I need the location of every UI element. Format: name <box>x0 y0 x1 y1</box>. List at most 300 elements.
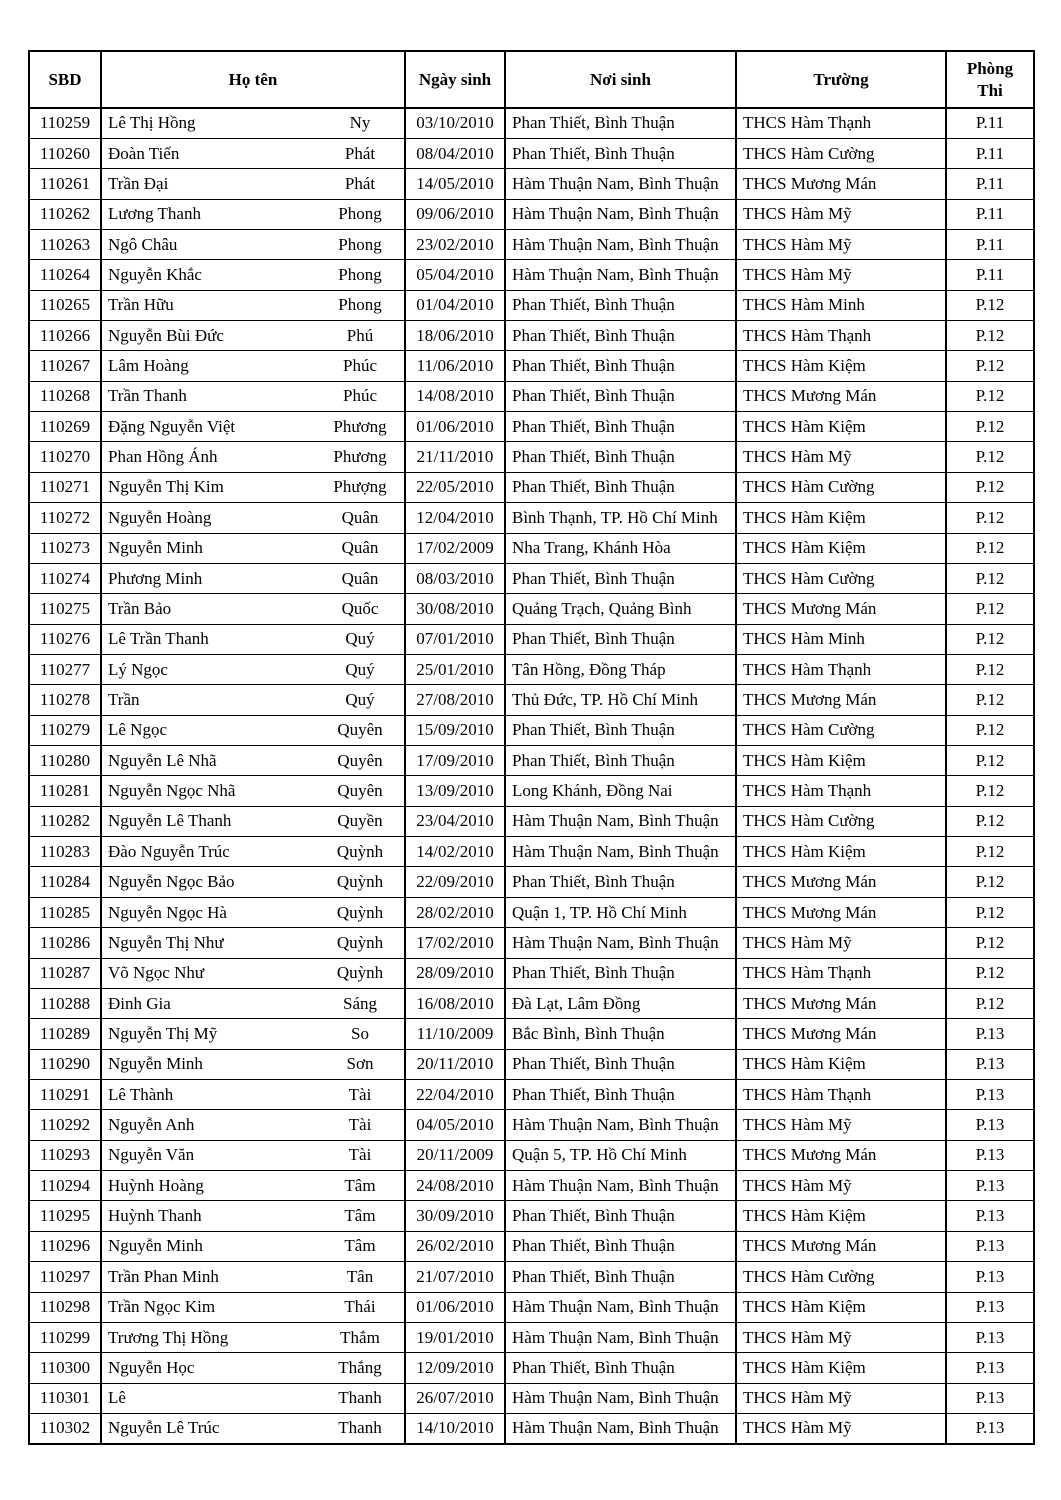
given-name: Sơn <box>346 1054 374 1074</box>
family-middle-name: Trương Thị Hồng <box>108 1327 229 1347</box>
birth-date-cell: 19/01/2010 <box>405 1322 505 1352</box>
given-name: Quyên <box>337 720 383 740</box>
school-cell: THCS Hàm Thạnh <box>736 776 946 806</box>
header-truong: Trường <box>736 51 946 108</box>
birth-place-cell: Phan Thiết, Bình Thuận <box>505 1080 736 1110</box>
exam-room-cell: P.12 <box>946 867 1034 897</box>
exam-room-cell: P.12 <box>946 988 1034 1018</box>
exam-room-cell: P.12 <box>946 381 1034 411</box>
exam-room-cell: P.12 <box>946 654 1034 684</box>
birth-place-cell: Phan Thiết, Bình Thuận <box>505 108 736 138</box>
table-row <box>29 290 1034 320</box>
given-name: Phượng <box>333 477 387 497</box>
name-cell <box>101 928 405 958</box>
candidate-number-cell: 110299 <box>29 1322 101 1352</box>
name-wrap <box>102 842 404 862</box>
candidate-number-cell: 110301 <box>29 1383 101 1413</box>
school-cell: THCS Hàm Thạnh <box>736 654 946 684</box>
family-middle-name: Nguyễn Ngọc Bảo <box>108 872 235 892</box>
table-row <box>29 1353 1034 1383</box>
name-cell <box>101 958 405 988</box>
name-wrap <box>102 1024 404 1044</box>
name-wrap <box>102 265 404 285</box>
given-name: Quý <box>345 690 375 709</box>
name-wrap <box>102 1145 404 1165</box>
name-cell <box>101 746 405 776</box>
name-cell <box>101 867 405 897</box>
given-name: Phát <box>344 143 376 163</box>
exam-room-cell: P.12 <box>946 321 1034 351</box>
table-row <box>29 412 1034 442</box>
header-row <box>29 51 1034 108</box>
birth-date-cell: 22/04/2010 <box>405 1080 505 1110</box>
candidate-number-cell: 110268 <box>29 381 101 411</box>
family-middle-name: Nguyễn Thị Kim <box>108 477 224 497</box>
candidate-number-cell: 110273 <box>29 533 101 563</box>
school-cell: THCS Hàm Thạnh <box>736 1080 946 1110</box>
birth-date-cell: 17/02/2010 <box>405 928 505 958</box>
name-wrap <box>102 1297 404 1317</box>
name-wrap <box>102 1206 404 1226</box>
candidate-number-cell: 110282 <box>29 806 101 836</box>
birth-place-cell: Phan Thiết, Bình Thuận <box>505 412 736 442</box>
table-row <box>29 1019 1034 1049</box>
given-name: Quân <box>341 568 379 588</box>
given-name: Quỳnh <box>336 841 384 861</box>
school-cell: THCS Hàm Cường <box>736 138 946 168</box>
exam-room-cell: P.13 <box>946 1140 1034 1170</box>
given-name: Sáng <box>343 993 377 1013</box>
birth-place-cell: Hàm Thuận Nam, Bình Thuận <box>505 229 736 259</box>
exam-room-cell: P.12 <box>946 715 1034 745</box>
given-name: Thanh <box>338 1418 382 1438</box>
school-cell: THCS Mương Mán <box>736 897 946 927</box>
birth-date-cell: 17/09/2010 <box>405 746 505 776</box>
table-row <box>29 260 1034 290</box>
exam-room-cell: P.12 <box>946 533 1034 563</box>
given-name: Tài <box>348 1084 372 1104</box>
exam-room-cell: P.13 <box>946 1171 1034 1201</box>
candidate-number-cell: 110276 <box>29 624 101 654</box>
birth-place-cell: Thủ Đức, TP. Hồ Chí Minh <box>505 685 736 715</box>
name-cell <box>101 1171 405 1201</box>
birth-date-cell: 08/03/2010 <box>405 563 505 593</box>
birth-place-cell: Phan Thiết, Bình Thuận <box>505 1353 736 1383</box>
school-cell: THCS Hàm Mỹ <box>736 928 946 958</box>
name-wrap <box>102 508 404 528</box>
family-middle-name: Nguyễn Minh <box>108 1236 203 1256</box>
birth-date-cell: 16/08/2010 <box>405 988 505 1018</box>
exam-room-cell: P.13 <box>946 1019 1034 1049</box>
family-middle-name: Phan Hồng Ánh <box>108 447 218 467</box>
name-cell <box>101 1049 405 1079</box>
given-name: Quyền <box>337 811 383 831</box>
name-wrap <box>102 1236 404 1256</box>
name-wrap <box>102 295 404 315</box>
given-name: Tâm <box>344 1175 376 1195</box>
exam-room-cell: P.12 <box>946 351 1034 381</box>
family-middle-name: Ngô Châu <box>108 234 178 254</box>
candidate-number-cell: 110302 <box>29 1413 101 1443</box>
exam-room-cell: P.11 <box>946 199 1034 229</box>
table-row <box>29 199 1034 229</box>
birth-place-cell: Hàm Thuận Nam, Bình Thuận <box>505 1322 736 1352</box>
table-row <box>29 1171 1034 1201</box>
family-middle-name: Nguyễn Học <box>108 1357 195 1377</box>
family-middle-name: Nguyễn Lê Trúc <box>108 1418 220 1438</box>
birth-place-cell: Hàm Thuận Nam, Bình Thuận <box>505 837 736 867</box>
candidate-number-cell: 110287 <box>29 958 101 988</box>
candidate-number-cell: 110272 <box>29 503 101 533</box>
school-cell: THCS Mương Mán <box>736 867 946 897</box>
name-wrap <box>102 963 404 983</box>
table-row <box>29 685 1034 715</box>
exam-room-cell: P.13 <box>946 1292 1034 1322</box>
name-cell <box>101 260 405 290</box>
birth-date-cell: 26/07/2010 <box>405 1383 505 1413</box>
table-row <box>29 351 1034 381</box>
birth-place-cell: Hàm Thuận Nam, Bình Thuận <box>505 1413 736 1443</box>
exam-room-cell: P.12 <box>946 594 1034 624</box>
name-cell <box>101 563 405 593</box>
family-middle-name: Nguyễn Văn <box>108 1145 195 1165</box>
table-row <box>29 624 1034 654</box>
name-wrap <box>102 1176 404 1196</box>
school-cell: THCS Hàm Minh <box>736 624 946 654</box>
candidate-number-cell: 110277 <box>29 654 101 684</box>
school-cell: THCS Hàm Mỹ <box>736 442 946 472</box>
name-wrap <box>102 599 404 619</box>
birth-place-cell: Nha Trang, Khánh Hòa <box>505 533 736 563</box>
birth-place-cell: Hàm Thuận Nam, Bình Thuận <box>505 806 736 836</box>
name-cell <box>101 1019 405 1049</box>
family-middle-name: Lê Thành <box>108 1084 174 1104</box>
given-name: Quân <box>341 538 379 558</box>
school-cell: THCS Hàm Kiệm <box>736 412 946 442</box>
school-cell: THCS Hàm Cường <box>736 1262 946 1292</box>
school-cell: THCS Mương Mán <box>736 685 946 715</box>
family-middle-name: Nguyễn Lê Nhã <box>108 750 217 770</box>
birth-place-cell: Hàm Thuận Nam, Bình Thuận <box>505 1110 736 1140</box>
name-wrap <box>102 811 404 831</box>
exam-room-cell: P.13 <box>946 1201 1034 1231</box>
given-name: Quý <box>345 659 375 679</box>
birth-place-cell: Hàm Thuận Nam, Bình Thuận <box>505 1292 736 1322</box>
family-middle-name: Đoàn Tiến <box>108 143 180 163</box>
school-cell: THCS Hàm Mỹ <box>736 1383 946 1413</box>
birth-date-cell: 14/10/2010 <box>405 1413 505 1443</box>
birth-date-cell: 09/06/2010 <box>405 199 505 229</box>
family-middle-name: Nguyễn Ngọc Nhã <box>108 781 236 801</box>
school-cell: THCS Mương Mán <box>736 594 946 624</box>
birth-place-cell: Phan Thiết, Bình Thuận <box>505 1201 736 1231</box>
family-middle-name: Lý Ngọc <box>108 659 168 679</box>
family-middle-name: Đặng Nguyễn Việt <box>108 416 236 436</box>
given-name: Phương <box>333 447 387 467</box>
table-row <box>29 1292 1034 1322</box>
birth-date-cell: 17/02/2009 <box>405 533 505 563</box>
candidate-number-cell: 110263 <box>29 229 101 259</box>
exam-room-cell: P.12 <box>946 563 1034 593</box>
family-middle-name: Phương Minh <box>108 568 203 588</box>
given-name: Quý <box>345 629 375 649</box>
birth-date-cell: 21/07/2010 <box>405 1262 505 1292</box>
birth-place-cell: Hàm Thuận Nam, Bình Thuận <box>505 1171 736 1201</box>
birth-date-cell: 11/06/2010 <box>405 351 505 381</box>
birth-date-cell: 04/05/2010 <box>405 1110 505 1140</box>
family-middle-name: Trần Bảo <box>108 598 172 618</box>
header-phong-thi: Phòng Thi <box>946 51 1034 108</box>
name-cell <box>101 654 405 684</box>
school-cell: THCS Hàm Thạnh <box>736 321 946 351</box>
name-wrap <box>102 751 404 771</box>
exam-room-cell: P.12 <box>946 685 1034 715</box>
school-cell: THCS Hàm Cường <box>736 806 946 836</box>
candidate-number-cell: 110289 <box>29 1019 101 1049</box>
given-name: Thắng <box>338 1357 382 1377</box>
birth-place-cell: Long Khánh, Đồng Nai <box>505 776 736 806</box>
birth-date-cell: 23/04/2010 <box>405 806 505 836</box>
name-wrap <box>102 235 404 255</box>
birth-place-cell: Đà Lạt, Lâm Đồng <box>505 988 736 1018</box>
name-wrap <box>102 1358 404 1378</box>
candidate-number-cell: 110281 <box>29 776 101 806</box>
given-name: Phú <box>346 325 374 345</box>
birth-place-cell: Hàm Thuận Nam, Bình Thuận <box>505 199 736 229</box>
given-name: Quỳnh <box>336 932 384 952</box>
birth-place-cell: Phan Thiết, Bình Thuận <box>505 958 736 988</box>
candidate-number-cell: 110294 <box>29 1171 101 1201</box>
table-row <box>29 1413 1034 1443</box>
table-row <box>29 1231 1034 1261</box>
school-cell: THCS Mương Mán <box>736 1019 946 1049</box>
name-wrap <box>102 1085 404 1105</box>
name-wrap <box>102 994 404 1014</box>
family-middle-name: Võ Ngọc Như <box>108 963 205 983</box>
exam-room-cell: P.12 <box>946 746 1034 776</box>
given-name: Phong <box>338 264 382 284</box>
birth-date-cell: 30/09/2010 <box>405 1201 505 1231</box>
table-row <box>29 1322 1034 1352</box>
name-wrap <box>102 1328 404 1348</box>
exam-room-cell: P.11 <box>946 138 1034 168</box>
candidate-number-cell: 110286 <box>29 928 101 958</box>
school-cell: THCS Hàm Cường <box>736 472 946 502</box>
birth-date-cell: 07/01/2010 <box>405 624 505 654</box>
candidate-number-cell: 110279 <box>29 715 101 745</box>
given-name: Quỳnh <box>336 963 384 983</box>
given-name: Ny <box>349 113 371 133</box>
exam-room-cell: P.12 <box>946 897 1034 927</box>
birth-place-cell: Hàm Thuận Nam, Bình Thuận <box>505 1383 736 1413</box>
birth-place-cell: Phan Thiết, Bình Thuận <box>505 290 736 320</box>
birth-date-cell: 27/08/2010 <box>405 685 505 715</box>
candidate-number-cell: 110296 <box>29 1231 101 1261</box>
school-cell: THCS Hàm Thạnh <box>736 108 946 138</box>
given-name: Phong <box>338 295 382 315</box>
birth-date-cell: 14/08/2010 <box>405 381 505 411</box>
candidate-number-cell: 110260 <box>29 138 101 168</box>
table-row <box>29 928 1034 958</box>
family-middle-name: Huỳnh Hoàng <box>108 1175 204 1195</box>
family-middle-name: Đào Nguyễn Trúc <box>108 841 230 861</box>
header-sbd: SBD <box>29 51 101 108</box>
name-wrap <box>102 174 404 194</box>
school-cell: THCS Hàm Mỹ <box>736 1322 946 1352</box>
name-cell <box>101 837 405 867</box>
name-cell <box>101 715 405 745</box>
table-row <box>29 472 1034 502</box>
birth-date-cell: 25/01/2010 <box>405 654 505 684</box>
family-middle-name: Đinh Gia <box>108 993 171 1013</box>
exam-room-cell: P.12 <box>946 624 1034 654</box>
family-middle-name: Trần Đại <box>108 173 169 193</box>
name-wrap <box>102 1267 404 1287</box>
name-cell <box>101 503 405 533</box>
family-middle-name: Trần Ngọc Kim <box>108 1297 216 1317</box>
family-middle-name: Nguyễn Bùi Đức <box>108 325 224 345</box>
table-row <box>29 746 1034 776</box>
name-wrap <box>102 386 404 406</box>
given-name: Quỳnh <box>336 902 384 922</box>
name-cell <box>101 988 405 1018</box>
birth-date-cell: 24/08/2010 <box>405 1171 505 1201</box>
birth-date-cell: 15/09/2010 <box>405 715 505 745</box>
candidate-number-cell: 110275 <box>29 594 101 624</box>
birth-date-cell: 01/06/2010 <box>405 412 505 442</box>
school-cell: THCS Hàm Kiệm <box>736 1292 946 1322</box>
school-cell: THCS Hàm Kiệm <box>736 746 946 776</box>
school-cell: THCS Hàm Cường <box>736 563 946 593</box>
candidate-number-cell: 110284 <box>29 867 101 897</box>
exam-room-cell: P.12 <box>946 472 1034 502</box>
name-wrap <box>102 326 404 346</box>
given-name: Phong <box>338 234 382 254</box>
name-cell <box>101 624 405 654</box>
candidate-number-cell: 110264 <box>29 260 101 290</box>
table-row <box>29 169 1034 199</box>
school-cell: THCS Hàm Mỹ <box>736 199 946 229</box>
candidate-number-cell: 110295 <box>29 1201 101 1231</box>
given-name: Phúc <box>343 356 377 376</box>
family-middle-name: Lê Trần Thanh <box>108 629 209 649</box>
birth-date-cell: 13/09/2010 <box>405 776 505 806</box>
school-cell: THCS Hàm Kiệm <box>736 351 946 381</box>
birth-place-cell: Phan Thiết, Bình Thuận <box>505 867 736 897</box>
exam-room-cell: P.13 <box>946 1049 1034 1079</box>
table-row <box>29 715 1034 745</box>
name-cell <box>101 685 405 715</box>
family-middle-name: Lê Ngọc <box>108 720 168 740</box>
name-wrap <box>102 144 404 164</box>
family-middle-name: Trần Hữu <box>108 295 174 315</box>
birth-place-cell: Phan Thiết, Bình Thuận <box>505 624 736 654</box>
name-cell <box>101 472 405 502</box>
exam-candidate-table <box>28 50 1035 1445</box>
birth-date-cell: 23/02/2010 <box>405 229 505 259</box>
candidate-number-cell: 110288 <box>29 988 101 1018</box>
birth-place-cell: Phan Thiết, Bình Thuận <box>505 138 736 168</box>
school-cell: THCS Mương Mán <box>736 381 946 411</box>
name-cell <box>101 1201 405 1231</box>
table-row <box>29 1080 1034 1110</box>
birth-place-cell: Phan Thiết, Bình Thuận <box>505 381 736 411</box>
table-row <box>29 1201 1034 1231</box>
table-row <box>29 381 1034 411</box>
candidate-number-cell: 110262 <box>29 199 101 229</box>
name-cell <box>101 1413 405 1443</box>
name-wrap <box>102 477 404 497</box>
given-name: Phương <box>333 416 387 436</box>
birth-date-cell: 20/11/2009 <box>405 1140 505 1170</box>
table-row <box>29 442 1034 472</box>
school-cell: THCS Hàm Kiệm <box>736 1353 946 1383</box>
given-name: Quyên <box>337 781 383 801</box>
name-wrap <box>102 1418 404 1438</box>
birth-place-cell: Phan Thiết, Bình Thuận <box>505 563 736 593</box>
exam-room-cell: P.12 <box>946 958 1034 988</box>
table-row <box>29 1262 1034 1292</box>
school-cell: THCS Mương Mán <box>736 169 946 199</box>
candidate-number-cell: 110269 <box>29 412 101 442</box>
exam-room-cell: P.13 <box>946 1322 1034 1352</box>
name-wrap <box>102 417 404 437</box>
school-cell: THCS Hàm Mỹ <box>736 1171 946 1201</box>
birth-place-cell: Bắc Bình, Bình Thuận <box>505 1019 736 1049</box>
school-cell: THCS Hàm Kiệm <box>736 1049 946 1079</box>
name-cell <box>101 594 405 624</box>
birth-place-cell: Phan Thiết, Bình Thuận <box>505 746 736 776</box>
exam-room-cell: P.11 <box>946 108 1034 138</box>
birth-date-cell: 14/02/2010 <box>405 837 505 867</box>
school-cell: THCS Hàm Cường <box>736 715 946 745</box>
given-name: Quốc <box>341 598 379 618</box>
name-wrap <box>102 690 404 710</box>
exam-room-cell: P.11 <box>946 169 1034 199</box>
birth-date-cell: 28/09/2010 <box>405 958 505 988</box>
birth-place-cell: Phan Thiết, Bình Thuận <box>505 321 736 351</box>
table-row <box>29 988 1034 1018</box>
given-name: So <box>351 1023 369 1043</box>
name-cell <box>101 1322 405 1352</box>
exam-room-cell: P.13 <box>946 1231 1034 1261</box>
name-cell <box>101 108 405 138</box>
school-cell: THCS Hàm Mỹ <box>736 229 946 259</box>
birth-date-cell: 28/02/2010 <box>405 897 505 927</box>
name-wrap <box>102 356 404 376</box>
candidate-number-cell: 110271 <box>29 472 101 502</box>
name-cell <box>101 1110 405 1140</box>
exam-room-cell: P.13 <box>946 1413 1034 1443</box>
family-middle-name: Lương Thanh <box>108 204 201 224</box>
candidate-number-cell: 110267 <box>29 351 101 381</box>
exam-room-cell: P.11 <box>946 229 1034 259</box>
name-cell <box>101 169 405 199</box>
table-row <box>29 958 1034 988</box>
birth-date-cell: 22/09/2010 <box>405 867 505 897</box>
name-cell <box>101 442 405 472</box>
family-middle-name: Trần Phan Minh <box>108 1266 219 1286</box>
table-row <box>29 533 1034 563</box>
given-name: Thắm <box>340 1327 380 1347</box>
school-cell: THCS Hàm Kiệm <box>736 1201 946 1231</box>
birth-date-cell: 08/04/2010 <box>405 138 505 168</box>
candidate-number-cell: 110297 <box>29 1262 101 1292</box>
given-name: Thanh <box>338 1388 382 1408</box>
birth-date-cell: 03/10/2010 <box>405 108 505 138</box>
birth-date-cell: 30/08/2010 <box>405 594 505 624</box>
table-row <box>29 1383 1034 1413</box>
